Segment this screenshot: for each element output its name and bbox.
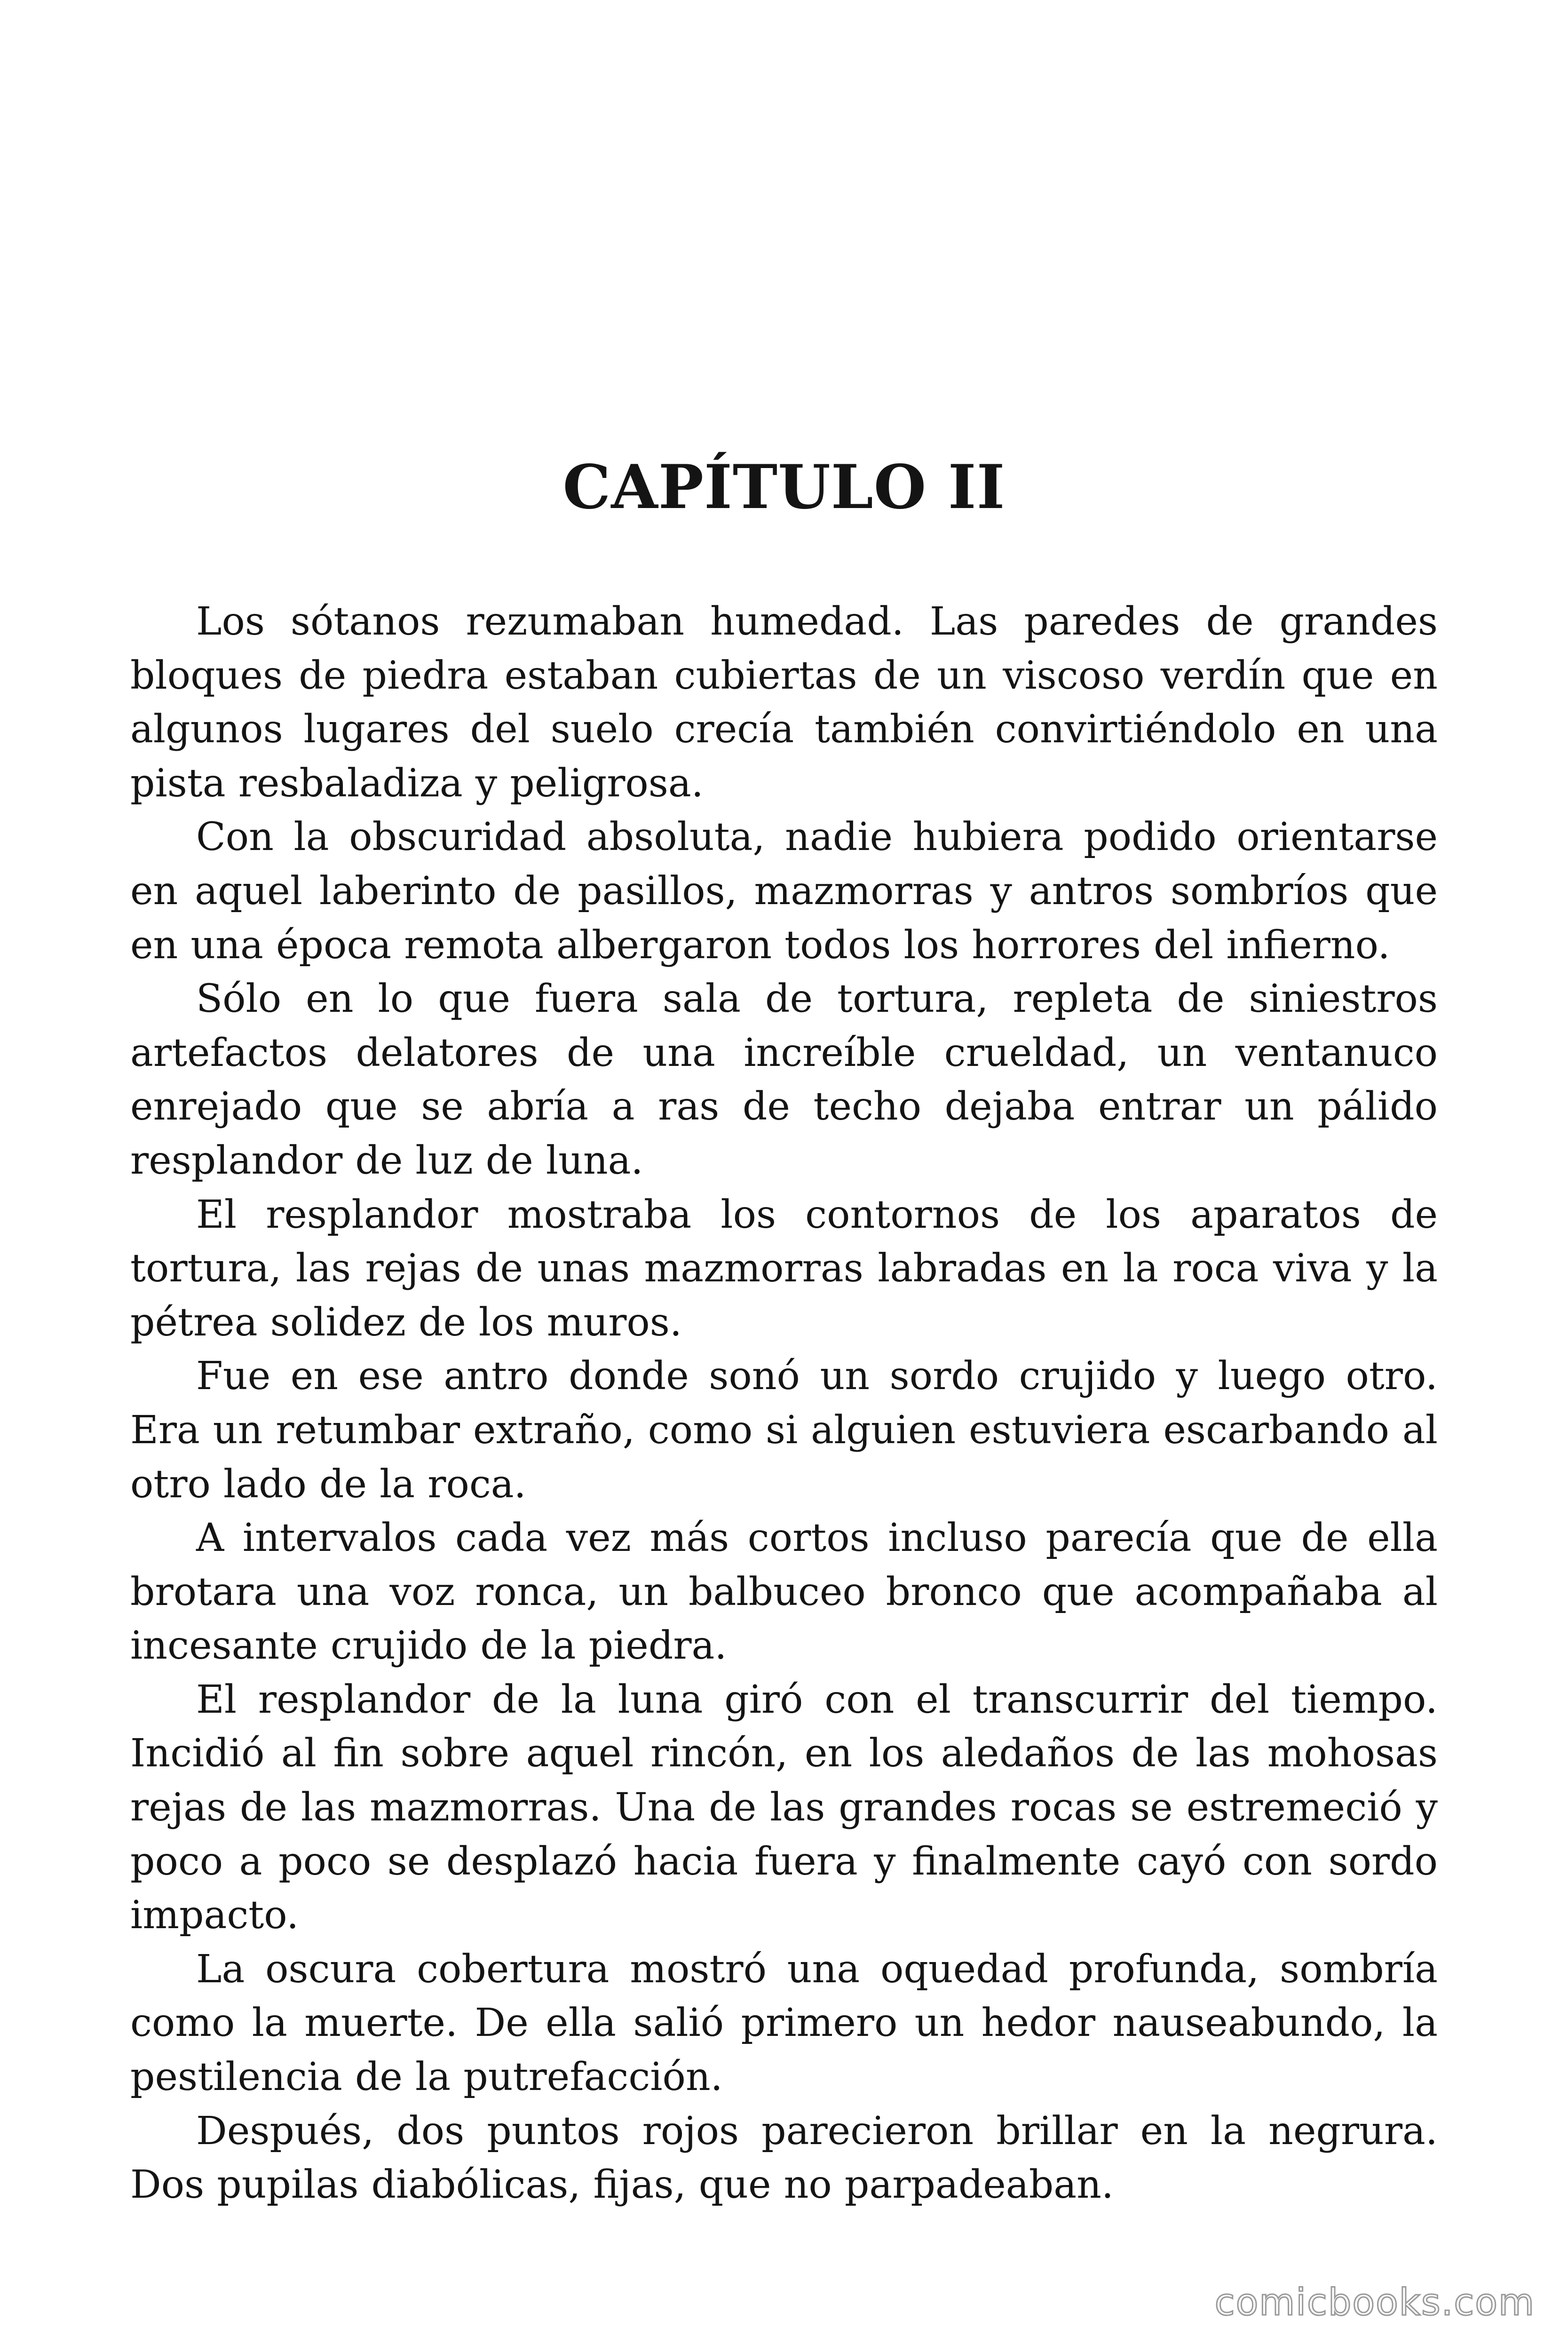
paragraph: Sólo en lo que fuera sala de tortura, repleta de siniestros artefactos delatores de una increíble crueldad, un ventanuco enrejado que se abría a ras de techo dejaba entrar un pálido resplandor de luz de luna.: [130, 977, 1438, 1183]
chapter-title: CAPÍTULO II: [562, 452, 1006, 523]
paragraph: El resplandor de la luna giró con el transcurrir del tiempo. Incidió al fin sobre aquel rincón, en los aledaños de las mohosas rejas de las mazmorras. Una de las grandes rocas se estremeció y poco a poco se desplazó hacia fuera y finalmente cayó con sordo impacto.: [130, 1677, 1438, 1938]
paragraph: Después, dos puntos rojos parecieron brillar en la negrura. Dos pupilas diabólicas, fijas, que no parpadeaban.: [130, 2108, 1438, 2208]
paragraph: Fue en ese antro donde sonó un sordo crujido y luego otro. Era un retumbar extraño, como si alguien estuviera escarbando al otro lado de la roca.: [130, 1354, 1438, 1507]
chapter-body: [130, 595, 1438, 2212]
paragraph: Los sótanos rezumaban humedad. Las paredes de grandes bloques de piedra estaban cubiertas de un viscoso verdín que en algunos lugares del suelo crecía también convirtiéndolo en una pista resbaladiza y peligrosa.: [130, 599, 1438, 806]
watermark: comicbooks.com: [1214, 2281, 1535, 2324]
paragraph: Con la obscuridad absoluta, nadie hubiera podido orientarse en aquel laberinto de pasillos, mazmorras y antros sombríos que en una época remota albergaron todos los horrores del infierno.: [130, 815, 1438, 968]
paragraph: La oscura cobertura mostró una oquedad profunda, sombría como la muerte. De ella salió primero un hedor nauseabundo, la pestilencia de la putrefacción.: [130, 1947, 1438, 2100]
book-page: [130, 0, 1438, 2352]
paragraph: El resplandor mostraba los contornos de los aparatos de tortura, las rejas de unas mazmorras labradas en la roca viva y la pétrea solidez de los muros.: [130, 1192, 1438, 1345]
paragraph: A intervalos cada vez más cortos incluso parecía que de ella brotara una voz ronca, un balbuceo bronco que acompañaba al incesante crujido de la piedra.: [130, 1516, 1438, 1669]
